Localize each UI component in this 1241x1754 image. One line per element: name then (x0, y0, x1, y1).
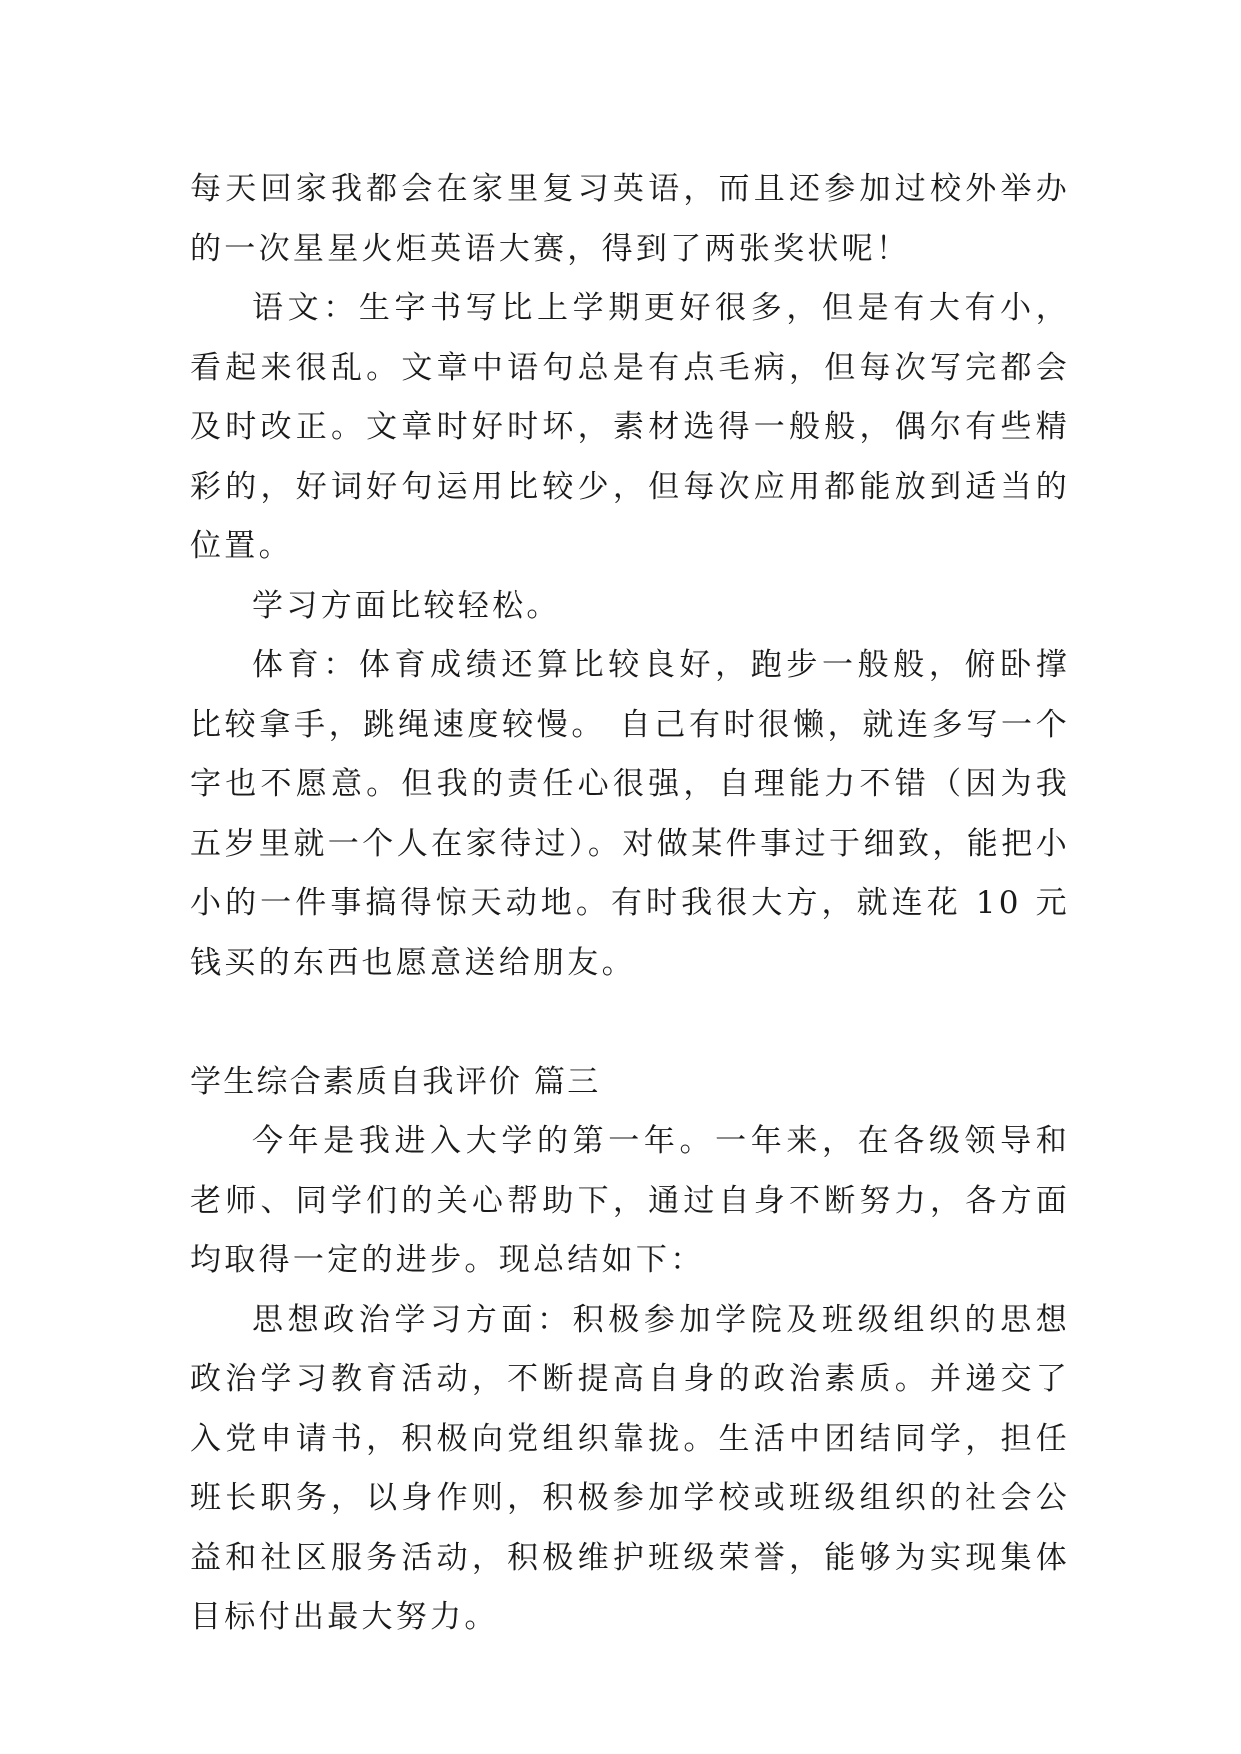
section-heading: 学生综合素质自我评价 篇三 (190, 1063, 601, 1100)
document-body (190, 160, 1070, 1648)
paragraph-study-summary: 学习方面比较轻松。 (252, 587, 561, 624)
paragraph-pe-and-character: 体育：体育成绩还算比较良好，跑步一般般，俯卧撑比较拿手，跳绳速度较慢。 自己有时很懒，就连多写一个字也不愿意。但我的责任心很强，自理能力不错（因为我五岁里就一个人在家待过）。对做某件事过于细致，能把小小的一件事搞得惊天动地。有时我很大方，就连花 10 元钱买的东西也愿意送给朋友。 (190, 647, 1070, 981)
paragraph-first-year-intro: 今年是我进入大学的第一年。一年来，在各级领导和老师、同学们的关心帮助下，通过自身不断努力，各方面均取得一定的进步。现总结如下： (190, 1123, 1070, 1278)
paragraph-english-study: 每天回家我都会在家里复习英语，而且还参加过校外举办的一次星星火炬英语大赛，得到了两张奖状呢！ (190, 171, 1070, 267)
paragraph-political-study: 思想政治学习方面：积极参加学院及班级组织的思想政治学习教育活动，不断提高自身的政治素质。并递交了入党申请书，积极向党组织靠拢。生活中团结同学，担任班长职务，以身作则，积极参加学校或班级组织的社会公益和社区服务活动，积极维护班级荣誉，能够为实现集体目标付出最大努力。 (190, 1301, 1070, 1635)
paragraph-chinese-subject: 语文：生字书写比上学期更好很多，但是有大有小，看起来很乱。文章中语句总是有点毛病，但每次写完都会及时改正。文章时好时坏，素材选得一般般，偶尔有些精彩的，好词好句运用比较少，但每次应用都能放到适当的位置。 (190, 290, 1070, 564)
